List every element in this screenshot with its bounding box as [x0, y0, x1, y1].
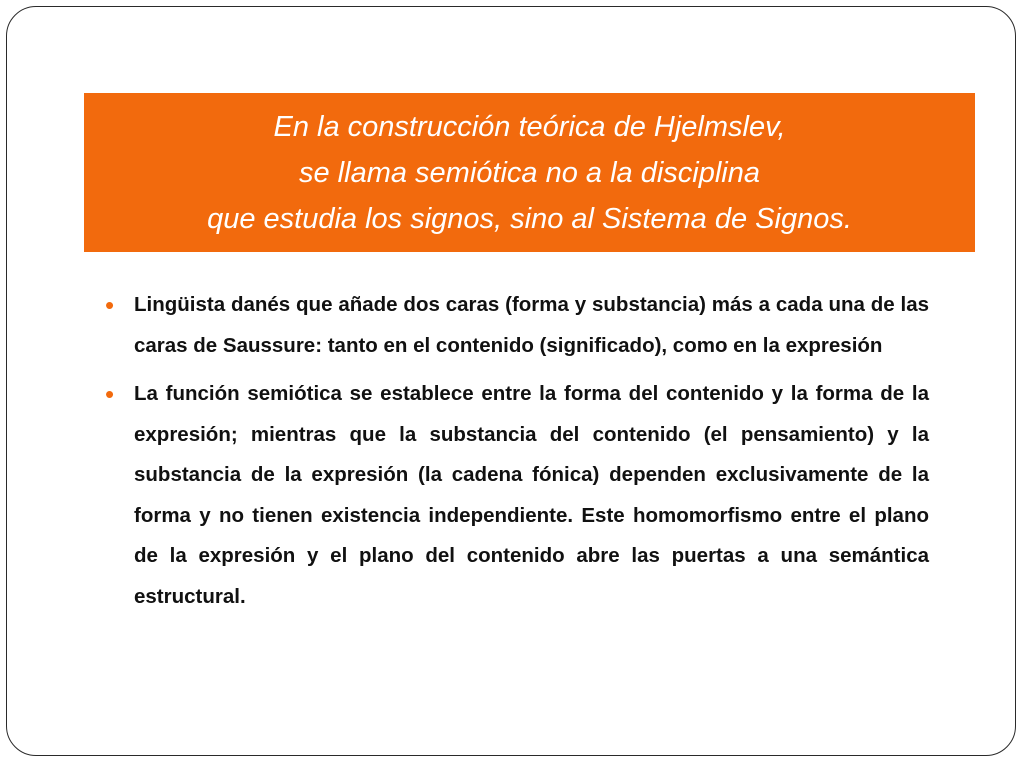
title-box [84, 93, 975, 252]
bullet-item-2 [105, 374, 929, 617]
title-line-1: En la construcción teórica de Hjelmslev, [273, 111, 786, 143]
bullet-text: Lingüista danés que añade dos caras (forma y substancia) más a cada una de las caras de Saussure: tanto en el contenido (significado), como en la expresión [134, 293, 929, 357]
bullet-dot-icon: • [105, 379, 115, 409]
bullet-item-1 [105, 285, 929, 366]
title-line-2: se llama semiótica no a la disciplina [299, 157, 760, 189]
title-line-3: que estudia los signos, sino al Sistema de Signos. [207, 203, 852, 235]
slide-frame [6, 6, 1016, 756]
bullet-list [105, 285, 929, 625]
bullet-dot-icon: • [105, 290, 115, 320]
bullet-text: La función semiótica se establece entre la forma del contenido y la forma de la expresión; mientras que la substancia del contenido (el pensamiento) y la substancia de la expresión (la cadena fónica) dependen exclusivamente de la forma y no tienen existencia independiente. Este homomorfismo entre el plano de la expresión y el plano del contenido abre las puertas a una semántica estructural. [134, 382, 929, 608]
